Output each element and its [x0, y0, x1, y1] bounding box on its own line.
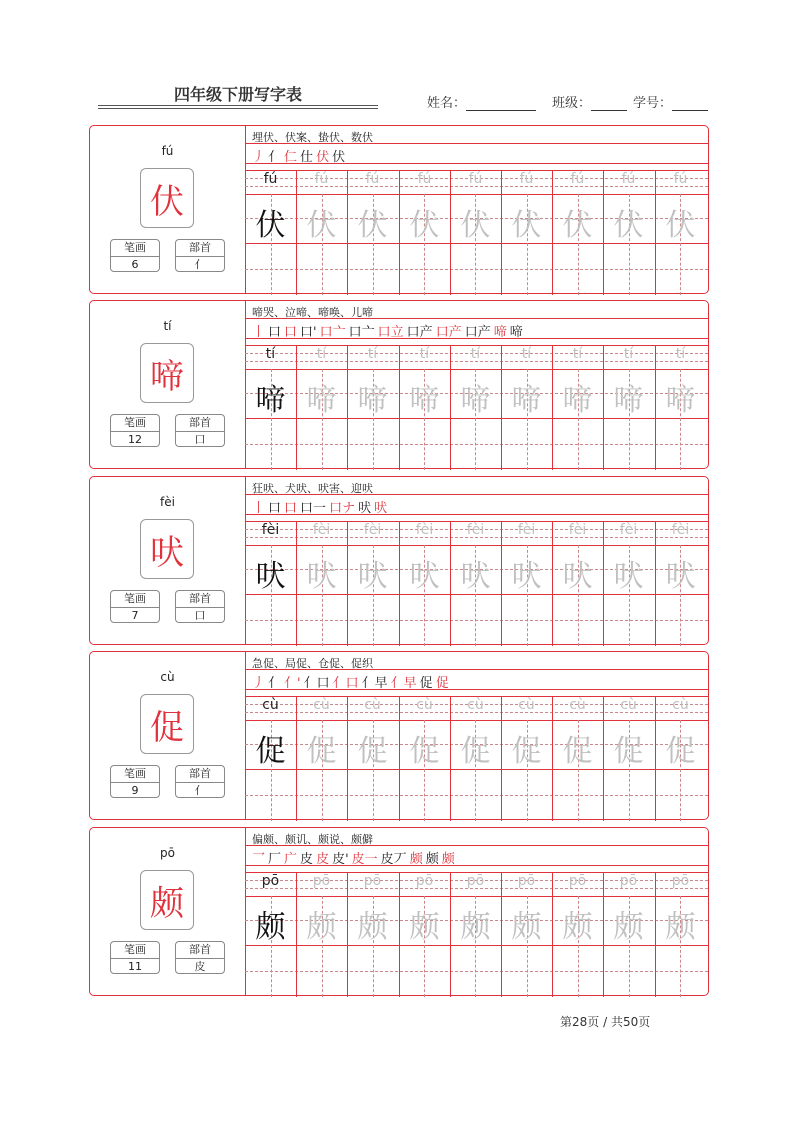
model-character: 啼: [255, 383, 286, 418]
trace-character[interactable]: 啼: [409, 383, 440, 418]
grid-line: [245, 845, 708, 846]
trace-character[interactable]: 颇: [562, 910, 593, 945]
example-words: 狂吠、犬吠、吠害、迎吠: [252, 482, 373, 495]
number-field[interactable]: [633, 92, 708, 111]
trace-pinyin: fú: [468, 171, 483, 187]
trace-character[interactable]: 伏: [562, 208, 593, 243]
trace-pinyin: tí: [572, 346, 583, 362]
trace-pinyin: tí: [470, 346, 481, 362]
stroke-step: 口产: [406, 325, 433, 340]
trace-character[interactable]: 颇: [460, 910, 491, 945]
model-pinyin: pō: [261, 873, 280, 889]
stroke-step: 口ナ: [329, 501, 356, 516]
model-character: 伏: [255, 208, 286, 243]
trace-pinyin: fèi: [363, 522, 382, 538]
grid-line: [245, 369, 708, 370]
stroke-order: [252, 848, 458, 867]
radical-box: [175, 590, 225, 623]
trace-pinyin: cù: [313, 697, 330, 713]
character-display: 伏: [140, 168, 194, 228]
stroke-step: 乛: [252, 852, 266, 867]
grid-guide-line: [245, 269, 708, 270]
character-pinyin: pō: [160, 846, 175, 860]
stroke-step: 丿: [252, 150, 266, 165]
stroke-count-label: 笔画: [111, 942, 159, 959]
trace-pinyin: cù: [467, 697, 484, 713]
trace-pinyin: fú: [570, 171, 585, 187]
stroke-step: 颇: [441, 852, 455, 867]
stroke-step: 啼: [509, 325, 523, 340]
name-label: 姓名：: [427, 96, 467, 111]
practice-panel: [245, 477, 708, 644]
trace-character[interactable]: 啼: [562, 383, 593, 418]
stroke-step: 颇: [409, 852, 423, 867]
grid-guide-line: [245, 620, 708, 621]
stroke-count-value: 11: [128, 960, 142, 973]
stroke-count-value: 12: [128, 433, 142, 446]
example-words: 啼哭、泣啼、啼唤、儿啼: [252, 306, 373, 319]
title-underline-double: [98, 108, 378, 109]
stroke-step: 口: [268, 501, 282, 516]
grid-line: [245, 194, 708, 195]
stroke-step: 口产: [464, 325, 491, 340]
trace-character[interactable]: 吠: [460, 559, 491, 594]
radical-box: [175, 414, 225, 447]
trace-character[interactable]: 啼: [306, 383, 337, 418]
stroke-step: 吠: [374, 501, 388, 516]
trace-pinyin: pō: [619, 873, 638, 889]
stroke-step: 皮: [300, 852, 314, 867]
radical-box: [175, 765, 225, 798]
stroke-step: 吠: [358, 501, 372, 516]
character-pinyin: fèi: [160, 495, 175, 509]
title-underline: [98, 105, 378, 106]
title-text: 四年级下册写字表: [173, 85, 302, 104]
grid-guide-line: [245, 795, 708, 796]
character-display: 促: [140, 694, 194, 754]
trace-character[interactable]: 伏: [306, 208, 337, 243]
radical-label: 部首: [176, 415, 224, 432]
stroke-step: 伏: [316, 150, 330, 165]
stroke-count-label: 笔画: [111, 766, 159, 783]
stroke-count-box: [110, 239, 160, 272]
stroke-step: 口产: [435, 325, 462, 340]
trace-character[interactable]: 颇: [665, 910, 696, 945]
trace-character[interactable]: 吠: [665, 559, 696, 594]
example-words: 埋伏、伏案、蛰伏、数伏: [252, 131, 373, 144]
trace-character[interactable]: 吠: [562, 559, 593, 594]
stroke-step: 亻早: [361, 676, 388, 691]
trace-character[interactable]: 促: [562, 734, 593, 769]
trace-character[interactable]: 啼: [511, 383, 542, 418]
trace-character[interactable]: 促: [511, 734, 542, 769]
character-card: [89, 125, 709, 294]
stroke-count-box: [110, 765, 160, 798]
trace-pinyin: pō: [568, 873, 587, 889]
stroke-count-value: 7: [131, 609, 139, 622]
character-card: [89, 827, 709, 996]
model-character: 颇: [255, 910, 286, 945]
trace-pinyin: pō: [517, 873, 536, 889]
stroke-step: 亻口: [332, 676, 359, 691]
stroke-step: 皮一: [351, 852, 378, 867]
stroke-step: 颇: [425, 852, 439, 867]
stroke-order: [252, 146, 348, 165]
trace-pinyin: fú: [621, 171, 636, 187]
trace-character[interactable]: 吠: [306, 559, 337, 594]
page-title: [98, 80, 378, 110]
trace-character[interactable]: 伏: [409, 208, 440, 243]
stroke-count-label: 笔画: [111, 240, 159, 257]
stroke-step: 亻: [268, 150, 282, 165]
character-pinyin: cù: [160, 670, 175, 684]
radical-box: [175, 941, 225, 974]
trace-pinyin: cù: [672, 697, 689, 713]
trace-pinyin: cù: [364, 697, 381, 713]
trace-character[interactable]: 促: [665, 734, 696, 769]
model-pinyin: cù: [262, 697, 279, 713]
radical-value: 亻: [194, 784, 206, 797]
trace-pinyin: tí: [521, 346, 532, 362]
stroke-step: 丿: [252, 676, 266, 691]
trace-character[interactable]: 促: [357, 734, 388, 769]
practice-panel: [245, 301, 708, 468]
number-label: 学号：: [633, 96, 673, 111]
class-label: 班级：: [552, 96, 592, 111]
trace-character[interactable]: 颇: [613, 910, 644, 945]
trace-pinyin: fèi: [312, 522, 331, 538]
radical-value: 口: [194, 433, 206, 446]
stroke-order: [252, 321, 526, 340]
stroke-order: [252, 672, 452, 691]
stroke-step: 口: [284, 501, 298, 516]
trace-pinyin: fèi: [671, 522, 690, 538]
trace-pinyin: tí: [367, 346, 378, 362]
stroke-count-value: 6: [131, 258, 139, 271]
stroke-step: 亻: [268, 676, 282, 691]
character-display: 吠: [140, 519, 194, 579]
trace-character[interactable]: 啼: [665, 383, 696, 418]
radical-value: 亻: [194, 258, 206, 271]
trace-pinyin: fèi: [568, 522, 587, 538]
character-card: [89, 476, 709, 645]
stroke-count-box: [110, 414, 160, 447]
trace-character[interactable]: 伏: [460, 208, 491, 243]
grid-line: [245, 669, 708, 670]
stroke-count-label: 笔画: [111, 591, 159, 608]
model-pinyin: fú: [263, 171, 278, 187]
stroke-count-box: [110, 941, 160, 974]
model-character: 促: [255, 734, 286, 769]
stroke-step: 口亠: [319, 325, 346, 340]
character-card: [89, 300, 709, 469]
radical-value: 口: [194, 609, 206, 622]
trace-character[interactable]: 啼: [357, 383, 388, 418]
model-pinyin: fèi: [261, 522, 280, 538]
trace-character[interactable]: 啼: [460, 383, 491, 418]
practice-panel: [245, 828, 708, 995]
trace-character[interactable]: 吠: [357, 559, 388, 594]
stroke-step: 皮: [316, 852, 330, 867]
trace-pinyin: fèi: [517, 522, 536, 538]
model-pinyin: tí: [265, 346, 276, 362]
stroke-step: 亻口: [303, 676, 330, 691]
trace-pinyin: pō: [466, 873, 485, 889]
stroke-step: 皮丆: [380, 852, 407, 867]
trace-pinyin: fú: [314, 171, 329, 187]
trace-pinyin: tí: [675, 346, 686, 362]
trace-pinyin: pō: [671, 873, 690, 889]
trace-character[interactable]: 促: [306, 734, 337, 769]
trace-character[interactable]: 促: [460, 734, 491, 769]
stroke-step: 口立: [377, 325, 404, 340]
stroke-step: 丨: [252, 501, 266, 516]
practice-panel: [245, 652, 708, 819]
stroke-step: 啼: [493, 325, 507, 340]
stroke-step: 仁: [284, 150, 298, 165]
trace-pinyin: fú: [417, 171, 432, 187]
grid-line: [245, 143, 708, 144]
trace-character[interactable]: 促: [613, 734, 644, 769]
stroke-step: 丨: [252, 325, 266, 340]
trace-character[interactable]: 颇: [409, 910, 440, 945]
stroke-order: [252, 497, 390, 516]
radical-label: 部首: [176, 942, 224, 959]
name-field[interactable]: [427, 92, 536, 111]
trace-pinyin: pō: [415, 873, 434, 889]
page-footer: 第28页 / 共50页: [560, 1015, 651, 1029]
trace-pinyin: cù: [620, 697, 637, 713]
stroke-step: 口亠: [348, 325, 375, 340]
grid-line: [245, 494, 708, 495]
character-pinyin: tí: [163, 319, 172, 333]
stroke-step: 皮': [332, 852, 349, 867]
stroke-step: 厂: [268, 852, 282, 867]
stroke-step: 促: [419, 676, 433, 691]
grid-guide-line: [245, 444, 708, 445]
grid-line: [245, 720, 708, 721]
trace-pinyin: fèi: [415, 522, 434, 538]
trace-pinyin: fèi: [619, 522, 638, 538]
example-words: 偏颇、颇讥、颇说、颇僻: [252, 833, 373, 846]
character-info-panel: [90, 652, 246, 819]
trace-pinyin: pō: [363, 873, 382, 889]
stroke-step: 口: [284, 325, 298, 340]
trace-pinyin: fú: [673, 171, 688, 187]
stroke-step: 广: [284, 852, 298, 867]
trace-pinyin: tí: [623, 346, 634, 362]
character-info-panel: [90, 126, 246, 293]
grid-line: [245, 318, 708, 319]
radical-box: [175, 239, 225, 272]
grid-guide-line: [245, 971, 708, 972]
grid-line: [245, 896, 708, 897]
stroke-step: 口': [300, 325, 317, 340]
stroke-step: 促: [435, 676, 449, 691]
trace-pinyin: cù: [518, 697, 535, 713]
grid-line: [245, 545, 708, 546]
stroke-step: 口一: [300, 501, 327, 516]
stroke-count-value: 9: [131, 784, 139, 797]
trace-character[interactable]: 伏: [613, 208, 644, 243]
radical-label: 部首: [176, 240, 224, 257]
character-display: 颇: [140, 870, 194, 930]
trace-character[interactable]: 颇: [511, 910, 542, 945]
trace-pinyin: fú: [365, 171, 380, 187]
stroke-count-label: 笔画: [111, 415, 159, 432]
trace-character[interactable]: 吠: [613, 559, 644, 594]
trace-pinyin: cù: [416, 697, 433, 713]
example-words: 急促、局促、仓促、促织: [252, 657, 373, 670]
radical-label: 部首: [176, 766, 224, 783]
character-info-panel: [90, 477, 246, 644]
model-character: 吠: [255, 559, 286, 594]
trace-character[interactable]: 颇: [306, 910, 337, 945]
radical-label: 部首: [176, 591, 224, 608]
trace-character[interactable]: 伏: [665, 208, 696, 243]
stroke-count-box: [110, 590, 160, 623]
trace-character[interactable]: 吠: [511, 559, 542, 594]
character-card: [89, 651, 709, 820]
stroke-step: 亻早: [390, 676, 417, 691]
stroke-step: 口: [268, 325, 282, 340]
trace-character[interactable]: 伏: [357, 208, 388, 243]
stroke-step: 亻': [284, 676, 301, 691]
trace-character[interactable]: 伏: [511, 208, 542, 243]
stroke-step: 伏: [332, 150, 346, 165]
trace-character[interactable]: 啼: [613, 383, 644, 418]
trace-pinyin: cù: [569, 697, 586, 713]
character-info-panel: [90, 828, 246, 995]
trace-character[interactable]: 促: [409, 734, 440, 769]
character-display: 啼: [140, 343, 194, 403]
trace-pinyin: pō: [312, 873, 331, 889]
practice-panel: [245, 126, 708, 293]
trace-pinyin: tí: [419, 346, 430, 362]
class-field[interactable]: [552, 92, 627, 111]
character-info-panel: [90, 301, 246, 468]
trace-character[interactable]: 吠: [409, 559, 440, 594]
trace-pinyin: fú: [519, 171, 534, 187]
trace-pinyin: tí: [316, 346, 327, 362]
trace-pinyin: fèi: [466, 522, 485, 538]
radical-value: 皮: [194, 960, 206, 973]
trace-character[interactable]: 颇: [357, 910, 388, 945]
stroke-step: 仕: [300, 150, 314, 165]
character-pinyin: fú: [161, 144, 174, 158]
